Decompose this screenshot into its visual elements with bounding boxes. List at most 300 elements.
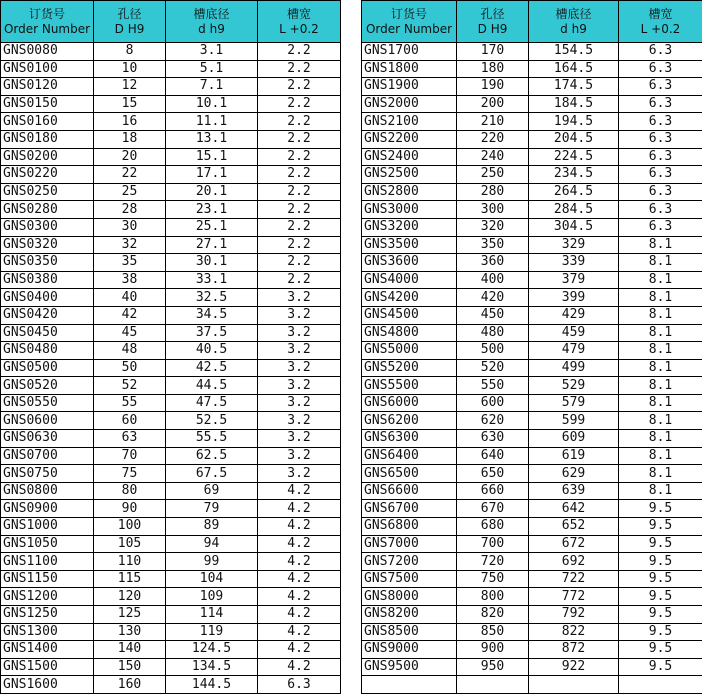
cell-order-number: GNS3500 <box>362 236 457 254</box>
cell-order-number: GNS9500 <box>362 658 457 676</box>
cell-order-number: GNS1250 <box>1 606 94 624</box>
cell-groove-diameter: 224.5 <box>529 148 619 166</box>
cell-order-number: GNS0750 <box>1 465 94 483</box>
cell-groove-width: 3.2 <box>258 377 341 395</box>
spec-table-left <box>0 0 341 694</box>
cell-groove-diameter: 47.5 <box>166 394 258 412</box>
table-row <box>362 342 702 360</box>
table-row <box>362 183 702 201</box>
cell-order-number: GNS0450 <box>1 324 94 342</box>
cell-bore-diameter: 160 <box>94 676 166 694</box>
cell-bore-diameter: 22 <box>94 166 166 184</box>
table-row <box>362 359 702 377</box>
cell-order-number: GNS2400 <box>362 148 457 166</box>
cell-groove-diameter: 144.5 <box>166 676 258 694</box>
header-groove-diameter <box>166 1 258 43</box>
cell-groove-diameter: 55.5 <box>166 430 258 448</box>
cell-groove-diameter: 629 <box>529 465 619 483</box>
cell-bore-diameter: 620 <box>457 412 529 430</box>
header-row <box>1 1 341 43</box>
cell-groove-width <box>619 676 702 694</box>
table-row <box>362 412 702 430</box>
cell-order-number: GNS0900 <box>1 500 94 518</box>
cell-bore-diameter: 50 <box>94 359 166 377</box>
cell-groove-diameter: 619 <box>529 447 619 465</box>
cell-groove-diameter: 10.1 <box>166 95 258 113</box>
cell-groove-width: 6.3 <box>619 43 702 61</box>
cell-order-number: GNS7500 <box>362 570 457 588</box>
cell-groove-width: 9.5 <box>619 518 702 536</box>
cell-groove-width: 9.5 <box>619 606 702 624</box>
cell-groove-diameter: 67.5 <box>166 465 258 483</box>
cell-groove-width: 9.5 <box>619 623 702 641</box>
cell-bore-diameter: 680 <box>457 518 529 536</box>
cell-order-number: GNS7000 <box>362 535 457 553</box>
cell-order-number: GNS0420 <box>1 306 94 324</box>
cell-groove-width: 8.1 <box>619 306 702 324</box>
cell-order-number: GNS7200 <box>362 553 457 571</box>
header-groove-diameter-en: d h9 <box>198 21 225 36</box>
cell-bore-diameter: 180 <box>457 60 529 78</box>
cell-groove-width: 3.2 <box>258 465 341 483</box>
cell-bore-diameter: 550 <box>457 377 529 395</box>
cell-groove-width: 8.1 <box>619 465 702 483</box>
cell-groove-diameter: 922 <box>529 658 619 676</box>
cell-bore-diameter: 45 <box>94 324 166 342</box>
cell-groove-diameter: 15.1 <box>166 148 258 166</box>
cell-groove-diameter: 114 <box>166 606 258 624</box>
cell-order-number: GNS1050 <box>1 535 94 553</box>
cell-bore-diameter: 420 <box>457 289 529 307</box>
cell-groove-width: 8.1 <box>619 324 702 342</box>
table-body-left <box>1 43 341 694</box>
cell-order-number: GNS6300 <box>362 430 457 448</box>
cell-order-number: GNS4000 <box>362 271 457 289</box>
header-groove-width-cn: 槽宽 <box>648 6 673 21</box>
cell-groove-diameter: 692 <box>529 553 619 571</box>
cell-bore-diameter: 25 <box>94 183 166 201</box>
cell-bore-diameter: 750 <box>457 570 529 588</box>
table-row <box>1 535 341 553</box>
cell-groove-diameter: 174.5 <box>529 78 619 96</box>
cell-bore-diameter: 660 <box>457 482 529 500</box>
cell-bore-diameter: 48 <box>94 342 166 360</box>
cell-groove-diameter: 119 <box>166 623 258 641</box>
cell-groove-diameter: 459 <box>529 324 619 342</box>
cell-bore-diameter: 20 <box>94 148 166 166</box>
cell-groove-diameter: 499 <box>529 359 619 377</box>
cell-order-number: GNS0200 <box>1 148 94 166</box>
cell-order-number: GNS4800 <box>362 324 457 342</box>
table-row <box>1 412 341 430</box>
cell-order-number: GNS0120 <box>1 78 94 96</box>
table-row <box>1 183 341 201</box>
cell-order-number: GNS9000 <box>362 641 457 659</box>
cell-bore-diameter: 950 <box>457 658 529 676</box>
cell-groove-diameter: 872 <box>529 641 619 659</box>
cell-groove-width: 4.2 <box>258 553 341 571</box>
cell-bore-diameter: 200 <box>457 95 529 113</box>
cell-groove-diameter: 264.5 <box>529 183 619 201</box>
cell-groove-diameter: 652 <box>529 518 619 536</box>
cell-groove-diameter: 62.5 <box>166 447 258 465</box>
cell-order-number: GNS1300 <box>1 623 94 641</box>
cell-bore-diameter: 820 <box>457 606 529 624</box>
cell-groove-width: 4.2 <box>258 623 341 641</box>
cell-bore-diameter: 16 <box>94 113 166 131</box>
cell-bore-diameter: 600 <box>457 394 529 412</box>
header-bore-diameter-cn: 孔径 <box>480 6 505 21</box>
cell-bore-diameter: 520 <box>457 359 529 377</box>
table-row <box>362 570 702 588</box>
header-groove-diameter <box>529 1 619 43</box>
cell-groove-diameter: 399 <box>529 289 619 307</box>
table-row <box>362 218 702 236</box>
table-row <box>362 289 702 307</box>
cell-groove-width: 6.3 <box>619 130 702 148</box>
cell-order-number: GNS2800 <box>362 183 457 201</box>
cell-bore-diameter: 300 <box>457 201 529 219</box>
cell-groove-diameter: 792 <box>529 606 619 624</box>
cell-order-number: GNS1400 <box>1 641 94 659</box>
header-order-number-en: Order Number <box>365 21 453 36</box>
cell-order-number: GNS0500 <box>1 359 94 377</box>
table-row <box>1 201 341 219</box>
table-row <box>362 271 702 289</box>
cell-bore-diameter: 40 <box>94 289 166 307</box>
cell-groove-width: 4.2 <box>258 658 341 676</box>
cell-groove-width: 3.2 <box>258 447 341 465</box>
cell-groove-width: 9.5 <box>619 535 702 553</box>
table-row <box>362 113 702 131</box>
cell-order-number: GNS0320 <box>1 236 94 254</box>
table-row <box>1 236 341 254</box>
cell-groove-diameter: 642 <box>529 500 619 518</box>
cell-order-number: GNS0700 <box>1 447 94 465</box>
cell-order-number: GNS6800 <box>362 518 457 536</box>
cell-groove-width: 2.2 <box>258 236 341 254</box>
cell-groove-width: 9.5 <box>619 588 702 606</box>
cell-order-number: GNS6700 <box>362 500 457 518</box>
cell-order-number: GNS5000 <box>362 342 457 360</box>
cell-order-number: GNS6200 <box>362 412 457 430</box>
cell-groove-width: 6.3 <box>258 676 341 694</box>
cell-bore-diameter: 8 <box>94 43 166 61</box>
table-row <box>362 430 702 448</box>
table-row <box>362 236 702 254</box>
table-row <box>1 78 341 96</box>
cell-order-number: GNS5200 <box>362 359 457 377</box>
cell-groove-diameter: 7.1 <box>166 78 258 96</box>
cell-groove-diameter: 20.1 <box>166 183 258 201</box>
table-row <box>1 377 341 395</box>
cell-groove-width: 4.2 <box>258 570 341 588</box>
cell-order-number: GNS0800 <box>1 482 94 500</box>
cell-groove-width: 6.3 <box>619 218 702 236</box>
cell-bore-diameter: 650 <box>457 465 529 483</box>
cell-bore-diameter: 75 <box>94 465 166 483</box>
cell-bore-diameter: 350 <box>457 236 529 254</box>
cell-bore-diameter: 210 <box>457 113 529 131</box>
table-row <box>1 588 341 606</box>
cell-bore-diameter: 110 <box>94 553 166 571</box>
cell-bore-diameter: 100 <box>94 518 166 536</box>
cell-groove-width: 8.1 <box>619 412 702 430</box>
cell-order-number: GNS0630 <box>1 430 94 448</box>
cell-bore-diameter: 500 <box>457 342 529 360</box>
cell-groove-diameter: 164.5 <box>529 60 619 78</box>
cell-bore-diameter: 220 <box>457 130 529 148</box>
cell-groove-width: 3.2 <box>258 289 341 307</box>
cell-groove-diameter: 124.5 <box>166 641 258 659</box>
cell-bore-diameter: 63 <box>94 430 166 448</box>
cell-bore-diameter: 55 <box>94 394 166 412</box>
cell-groove-diameter: 479 <box>529 342 619 360</box>
cell-groove-width: 4.2 <box>258 482 341 500</box>
cell-groove-width: 2.2 <box>258 218 341 236</box>
cell-groove-diameter: 109 <box>166 588 258 606</box>
cell-bore-diameter: 700 <box>457 535 529 553</box>
cell-groove-width: 4.2 <box>258 518 341 536</box>
cell-groove-width: 2.2 <box>258 130 341 148</box>
header-order-number-cn: 订货号 <box>390 6 427 21</box>
cell-groove-width: 8.1 <box>619 342 702 360</box>
cell-groove-diameter: 79 <box>166 500 258 518</box>
table-row <box>1 606 341 624</box>
cell-bore-diameter: 320 <box>457 218 529 236</box>
table-row <box>362 130 702 148</box>
cell-order-number: GNS8500 <box>362 623 457 641</box>
table-row <box>1 324 341 342</box>
cell-order-number: GNS0180 <box>1 130 94 148</box>
cell-order-number: GNS1700 <box>362 43 457 61</box>
header-groove-diameter-en: d h9 <box>560 21 587 36</box>
cell-order-number: GNS2500 <box>362 166 457 184</box>
header-order-number <box>1 1 94 43</box>
cell-groove-width: 9.5 <box>619 658 702 676</box>
cell-groove-width: 6.3 <box>619 113 702 131</box>
table-row <box>1 553 341 571</box>
table-row <box>1 130 341 148</box>
cell-groove-width: 4.2 <box>258 535 341 553</box>
cell-order-number: GNS0150 <box>1 95 94 113</box>
table-row <box>1 570 341 588</box>
cell-order-number: GNS6600 <box>362 482 457 500</box>
table-row <box>1 623 341 641</box>
cell-groove-width: 2.2 <box>258 183 341 201</box>
table-row <box>362 95 702 113</box>
cell-groove-width: 2.2 <box>258 148 341 166</box>
cell-order-number: GNS0280 <box>1 201 94 219</box>
cell-order-number: GNS0480 <box>1 342 94 360</box>
spec-table-right <box>361 0 702 694</box>
cell-bore-diameter: 640 <box>457 447 529 465</box>
cell-groove-width: 2.2 <box>258 78 341 96</box>
cell-order-number: GNS0350 <box>1 254 94 272</box>
table-row <box>362 676 702 694</box>
cell-groove-diameter: 329 <box>529 236 619 254</box>
cell-groove-diameter: 379 <box>529 271 619 289</box>
cell-groove-width: 3.2 <box>258 430 341 448</box>
cell-groove-diameter: 5.1 <box>166 60 258 78</box>
cell-groove-width: 9.5 <box>619 570 702 588</box>
table-row <box>1 359 341 377</box>
header-bore-diameter-en: D H9 <box>114 21 145 36</box>
cell-groove-diameter: 599 <box>529 412 619 430</box>
cell-order-number: GNS1200 <box>1 588 94 606</box>
cell-groove-diameter: 284.5 <box>529 201 619 219</box>
cell-bore-diameter: 240 <box>457 148 529 166</box>
table-row <box>362 166 702 184</box>
cell-groove-width: 9.5 <box>619 500 702 518</box>
cell-order-number: GNS0100 <box>1 60 94 78</box>
cell-bore-diameter: 28 <box>94 201 166 219</box>
cell-groove-width: 4.2 <box>258 606 341 624</box>
cell-groove-diameter: 11.1 <box>166 113 258 131</box>
cell-groove-width: 6.3 <box>619 78 702 96</box>
cell-bore-diameter: 480 <box>457 324 529 342</box>
header-bore-diameter-cn: 孔径 <box>117 6 142 21</box>
cell-groove-diameter: 99 <box>166 553 258 571</box>
cell-order-number: GNS0300 <box>1 218 94 236</box>
cell-groove-width: 8.1 <box>619 377 702 395</box>
cell-groove-diameter: 234.5 <box>529 166 619 184</box>
table-row <box>1 289 341 307</box>
table-row <box>362 535 702 553</box>
cell-groove-diameter: 42.5 <box>166 359 258 377</box>
cell-order-number: GNS2200 <box>362 130 457 148</box>
cell-bore-diameter: 190 <box>457 78 529 96</box>
table-row <box>1 43 341 61</box>
cell-groove-width: 8.1 <box>619 254 702 272</box>
cell-order-number: GNS1800 <box>362 60 457 78</box>
table-row <box>1 306 341 324</box>
cell-bore-diameter: 38 <box>94 271 166 289</box>
cell-groove-width: 8.1 <box>619 394 702 412</box>
table-row <box>362 43 702 61</box>
table-row <box>1 500 341 518</box>
cell-groove-diameter <box>529 676 619 694</box>
cell-bore-diameter: 280 <box>457 183 529 201</box>
cell-groove-width: 2.2 <box>258 43 341 61</box>
cell-groove-width: 2.2 <box>258 113 341 131</box>
cell-groove-diameter: 304.5 <box>529 218 619 236</box>
cell-groove-diameter: 13.1 <box>166 130 258 148</box>
cell-order-number: GNS0220 <box>1 166 94 184</box>
cell-order-number: GNS0080 <box>1 43 94 61</box>
cell-bore-diameter: 360 <box>457 254 529 272</box>
table-row <box>362 447 702 465</box>
cell-bore-diameter: 125 <box>94 606 166 624</box>
cell-bore-diameter: 52 <box>94 377 166 395</box>
cell-bore-diameter: 90 <box>94 500 166 518</box>
table-row <box>362 394 702 412</box>
cell-groove-width: 2.2 <box>258 95 341 113</box>
cell-bore-diameter: 30 <box>94 218 166 236</box>
cell-bore-diameter: 42 <box>94 306 166 324</box>
table-row <box>1 95 341 113</box>
table-row <box>362 201 702 219</box>
table-row <box>1 430 341 448</box>
cell-order-number: GNS1500 <box>1 658 94 676</box>
cell-groove-diameter: 17.1 <box>166 166 258 184</box>
cell-groove-diameter: 579 <box>529 394 619 412</box>
header-groove-diameter-cn: 槽底径 <box>555 6 592 21</box>
table-row <box>1 394 341 412</box>
table-row <box>362 500 702 518</box>
cell-order-number: GNS0160 <box>1 113 94 131</box>
table-row <box>1 465 341 483</box>
cell-groove-width: 6.3 <box>619 95 702 113</box>
cell-groove-diameter: 34.5 <box>166 306 258 324</box>
cell-groove-width: 2.2 <box>258 254 341 272</box>
cell-groove-width: 9.5 <box>619 553 702 571</box>
header-groove-width <box>258 1 341 43</box>
cell-groove-diameter: 154.5 <box>529 43 619 61</box>
header-bore-diameter <box>94 1 166 43</box>
table-row <box>362 377 702 395</box>
table-row <box>1 641 341 659</box>
cell-groove-width: 6.3 <box>619 201 702 219</box>
cell-groove-width: 3.2 <box>258 342 341 360</box>
cell-order-number: GNS6000 <box>362 394 457 412</box>
table-row <box>362 606 702 624</box>
table-row <box>1 166 341 184</box>
cell-bore-diameter: 130 <box>94 623 166 641</box>
cell-bore-diameter <box>457 676 529 694</box>
cell-order-number: GNS3200 <box>362 218 457 236</box>
cell-groove-width: 8.1 <box>619 430 702 448</box>
table-row <box>362 553 702 571</box>
cell-groove-diameter: 52.5 <box>166 412 258 430</box>
table-row <box>362 465 702 483</box>
cell-order-number: GNS3600 <box>362 254 457 272</box>
cell-groove-diameter: 37.5 <box>166 324 258 342</box>
header-groove-width-en: L +0.2 <box>640 21 681 36</box>
cell-groove-diameter: 639 <box>529 482 619 500</box>
cell-groove-diameter: 94 <box>166 535 258 553</box>
cell-order-number: GNS1000 <box>1 518 94 536</box>
cell-order-number: GNS4500 <box>362 306 457 324</box>
cell-groove-diameter: 32.5 <box>166 289 258 307</box>
table-body-right <box>362 43 702 694</box>
cell-groove-width: 2.2 <box>258 201 341 219</box>
cell-groove-width: 8.1 <box>619 447 702 465</box>
cell-bore-diameter: 630 <box>457 430 529 448</box>
cell-order-number: GNS6400 <box>362 447 457 465</box>
cell-groove-width: 6.3 <box>619 60 702 78</box>
cell-groove-diameter: 104 <box>166 570 258 588</box>
cell-groove-width: 9.5 <box>619 641 702 659</box>
cell-groove-width: 3.2 <box>258 359 341 377</box>
table-row <box>1 218 341 236</box>
cell-groove-diameter: 30.1 <box>166 254 258 272</box>
table-row <box>1 60 341 78</box>
cell-groove-diameter: 25.1 <box>166 218 258 236</box>
table-row <box>1 447 341 465</box>
cell-order-number: GNS1900 <box>362 78 457 96</box>
cell-groove-diameter: 89 <box>166 518 258 536</box>
cell-order-number <box>362 676 457 694</box>
header-bore-diameter <box>457 1 529 43</box>
cell-groove-diameter: 772 <box>529 588 619 606</box>
cell-groove-width: 4.2 <box>258 500 341 518</box>
cell-bore-diameter: 60 <box>94 412 166 430</box>
cell-groove-width: 8.1 <box>619 289 702 307</box>
table-row <box>1 271 341 289</box>
cell-groove-diameter: 204.5 <box>529 130 619 148</box>
cell-bore-diameter: 12 <box>94 78 166 96</box>
